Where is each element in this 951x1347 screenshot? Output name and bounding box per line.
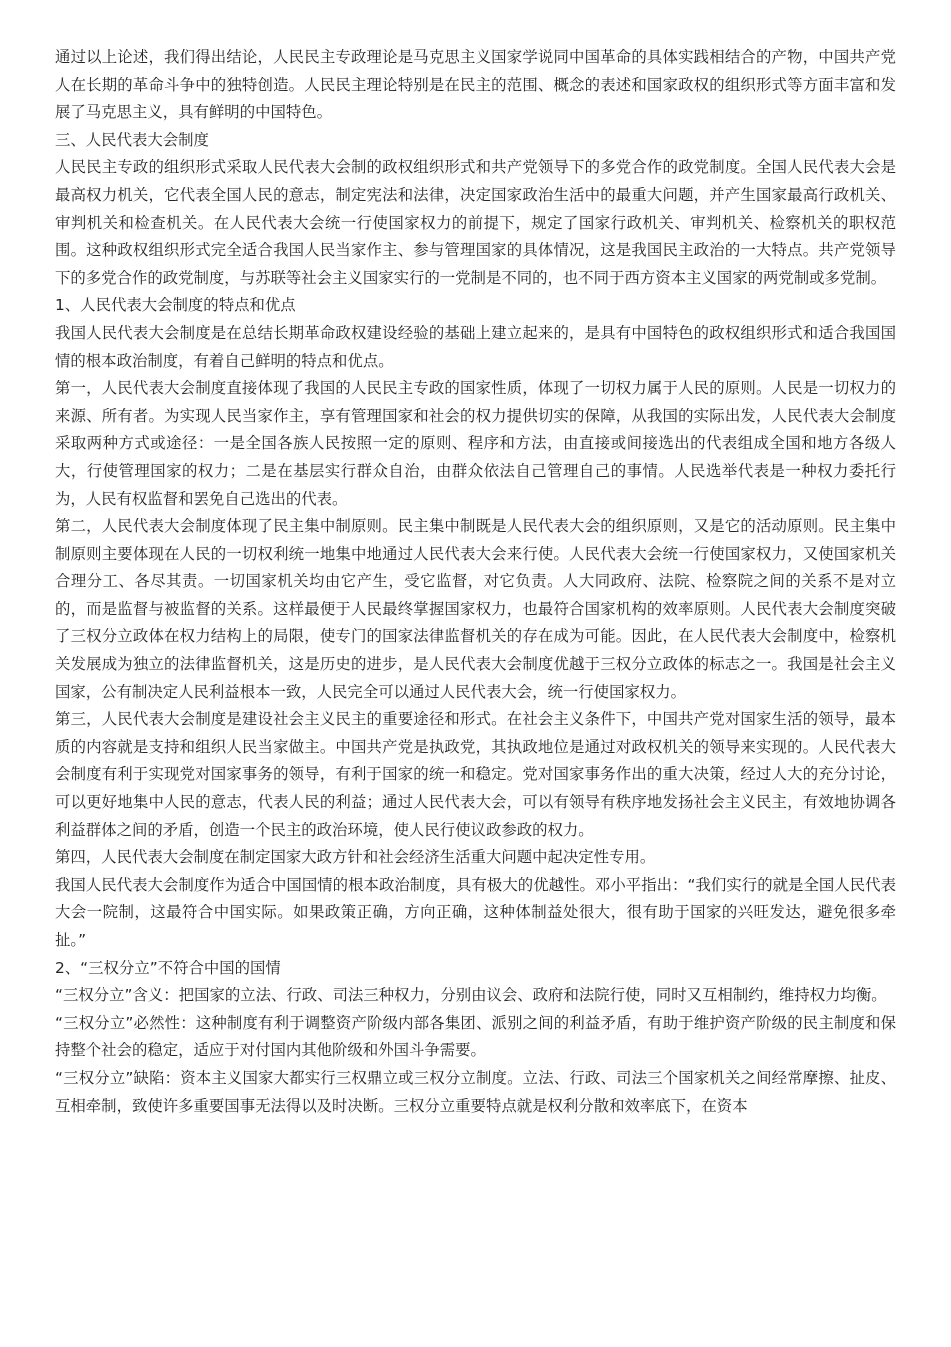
paragraph-separation-necessity: “三权分立”必然性：这种制度有利于调整资产阶级内部各集团、派别之间的利益矛盾，有助于维护资产阶级的民主制度和保持整个社会的稳定，适应于对付国内其他阶级和外国斗争需要。 xyxy=(55,1013,896,1060)
paragraph-deng-quote: 我国人民代表大会制度作为适合中国国情的根本政治制度，具有极大的优越性。邓小平指出：“我们实行的就是全国人民代表大会一院制，这最符合中国实际。如果政策正确，方向正确，这种体制益处很大，很有助于国家的兴旺发达，避免很多牵扯。” xyxy=(55,875,896,949)
paragraph-point-four: 第四，人民代表大会制度在制定国家大政方针和社会经济生活重大问题中起决定性专用。 xyxy=(55,848,656,867)
document-body xyxy=(55,44,896,1120)
subsection-heading-separation-of-powers: 2、“三权分立”不符合中国的国情 xyxy=(55,958,281,977)
paragraph-conclusion: 通过以上论述，我们得出结论，人民民主专政理论是马克思主义国家学说同中国革命的具体实践相结合的产物，中国共产党人在长期的革命斗争中的独特创造。人民民主理论特别是在民主的范围、概念的表述和国家政权的组织形式等方面丰富和发展了马克思主义，具有鲜明的中国特色。 xyxy=(55,48,896,122)
paragraph-features-intro: 我国人民代表大会制度是在总结长期革命政权建设经验的基础上建立起来的，是具有中国特色的政权组织形式和适合我国国情的根本政治制度，有着自己鲜明的特点和优点。 xyxy=(55,323,896,370)
subsection-heading-features: 1、人民代表大会制度的特点和优点 xyxy=(55,296,296,315)
paragraph-point-one: 第一，人民代表大会制度直接体现了我国的人民民主专政的国家性质，体现了一切权力属于人民的原则。人民是一切权力的来源、所有者。为实现人民当家作主，享有管理国家和社会的权力提供切实的保障，从我国的实际出发，人民代表大会制度采取两种方式或途径：一是全国各族人民按照一定的原则、程序和方法，由直接或间接选出的代表组成全国和地方各级人大，行使管理国家的权力；二是在基层实行群众自治，由群众依法自己管理自己的事情。人民选举代表是一种权力委托行为，人民有权监督和罢免自己选出的代表。 xyxy=(55,379,896,508)
paragraph-point-two: 第二，人民代表大会制度体现了民主集中制原则。民主集中制既是人民代表大会的组织原则，又是它的活动原则。民主集中制原则主要体现在人民的一切权利统一地集中地通过人民代表大会来行使。人民代表大会统一行使国家权力，又使国家机关合理分工、各尽其责。一切国家机关均由它产生，受它监督，对它负责。人大同政府、法院、检察院之间的关系不是对立的，而是监督与被监督的关系。这样最便于人民最终掌握国家权力，也最符合国家机构的效率原则。人民代表大会制度突破了三权分立政体在权力结构上的局限，使专门的国家法律监督机关的存在成为可能。因此，在人民代表大会制度中，检察机关发展成为独立的法律监督机关，这是历史的进步，是人民代表大会制度优越于三权分立政体的标志之一。我国是社会主义国家，公有制决定人民利益根本一致，人民完全可以通过人民代表大会，统一行使国家权力。 xyxy=(55,517,896,701)
section-heading-npc-system: 三、人民代表大会制度 xyxy=(55,130,209,149)
paragraph-organization-form: 人民民主专政的组织形式采取人民代表大会制的政权组织形式和共产党领导下的多党合作的政党制度。全国人民代表大会是最高权力机关，它代表全国人民的意志，制定宪法和法律，决定国家政治生活中的最重大问题，并产生国家最高行政机关、审判机关和检查机关。在人民代表大会统一行使国家权力的前提下，规定了国家行政机关、审判机关、检察机关的职权范围。这种政权组织形式完全适合我国人民当家作主、参与管理国家的具体情况，这是我国民主政治的一大特点。共产党领导下的多党合作的政党制度，与苏联等社会主义国家实行的一党制是不同的，也不同于西方资本主义国家的两党制或多党制。 xyxy=(55,158,896,287)
paragraph-separation-meaning: “三权分立”含义：把国家的立法、行政、司法三种权力，分别由议会、政府和法院行使，同时又互相制约，维持权力均衡。 xyxy=(55,986,887,1005)
paragraph-point-three: 第三，人民代表大会制度是建设社会主义民主的重要途径和形式。在社会主义条件下，中国共产党对国家生活的领导，最本质的内容就是支持和组织人民当家做主。中国共产党是执政党，其执政地位是通过对政权机关的领导来实现的。人民代表大会制度有利于实现党对国家事务的领导，有利于国家的统一和稳定。党对国家事务作出的重大决策，经过人大的充分讨论，可以更好地集中人民的意志，代表人民的利益；通过人民代表大会，可以有领导有秩序地发扬社会主义民主，有效地协调各利益群体之间的矛盾，创造一个民主的政治环境，使人民行使议政参政的权力。 xyxy=(55,710,896,839)
paragraph-separation-defects: “三权分立”缺陷：资本主义国家大都实行三权鼎立或三权分立制度。立法、行政、司法三个国家机关之间经常摩擦、扯皮、互相牵制，致使许多重要国事无法得以及时决断。三权分立重要特点就是权利分散和效率底下，在资本 xyxy=(55,1068,896,1115)
